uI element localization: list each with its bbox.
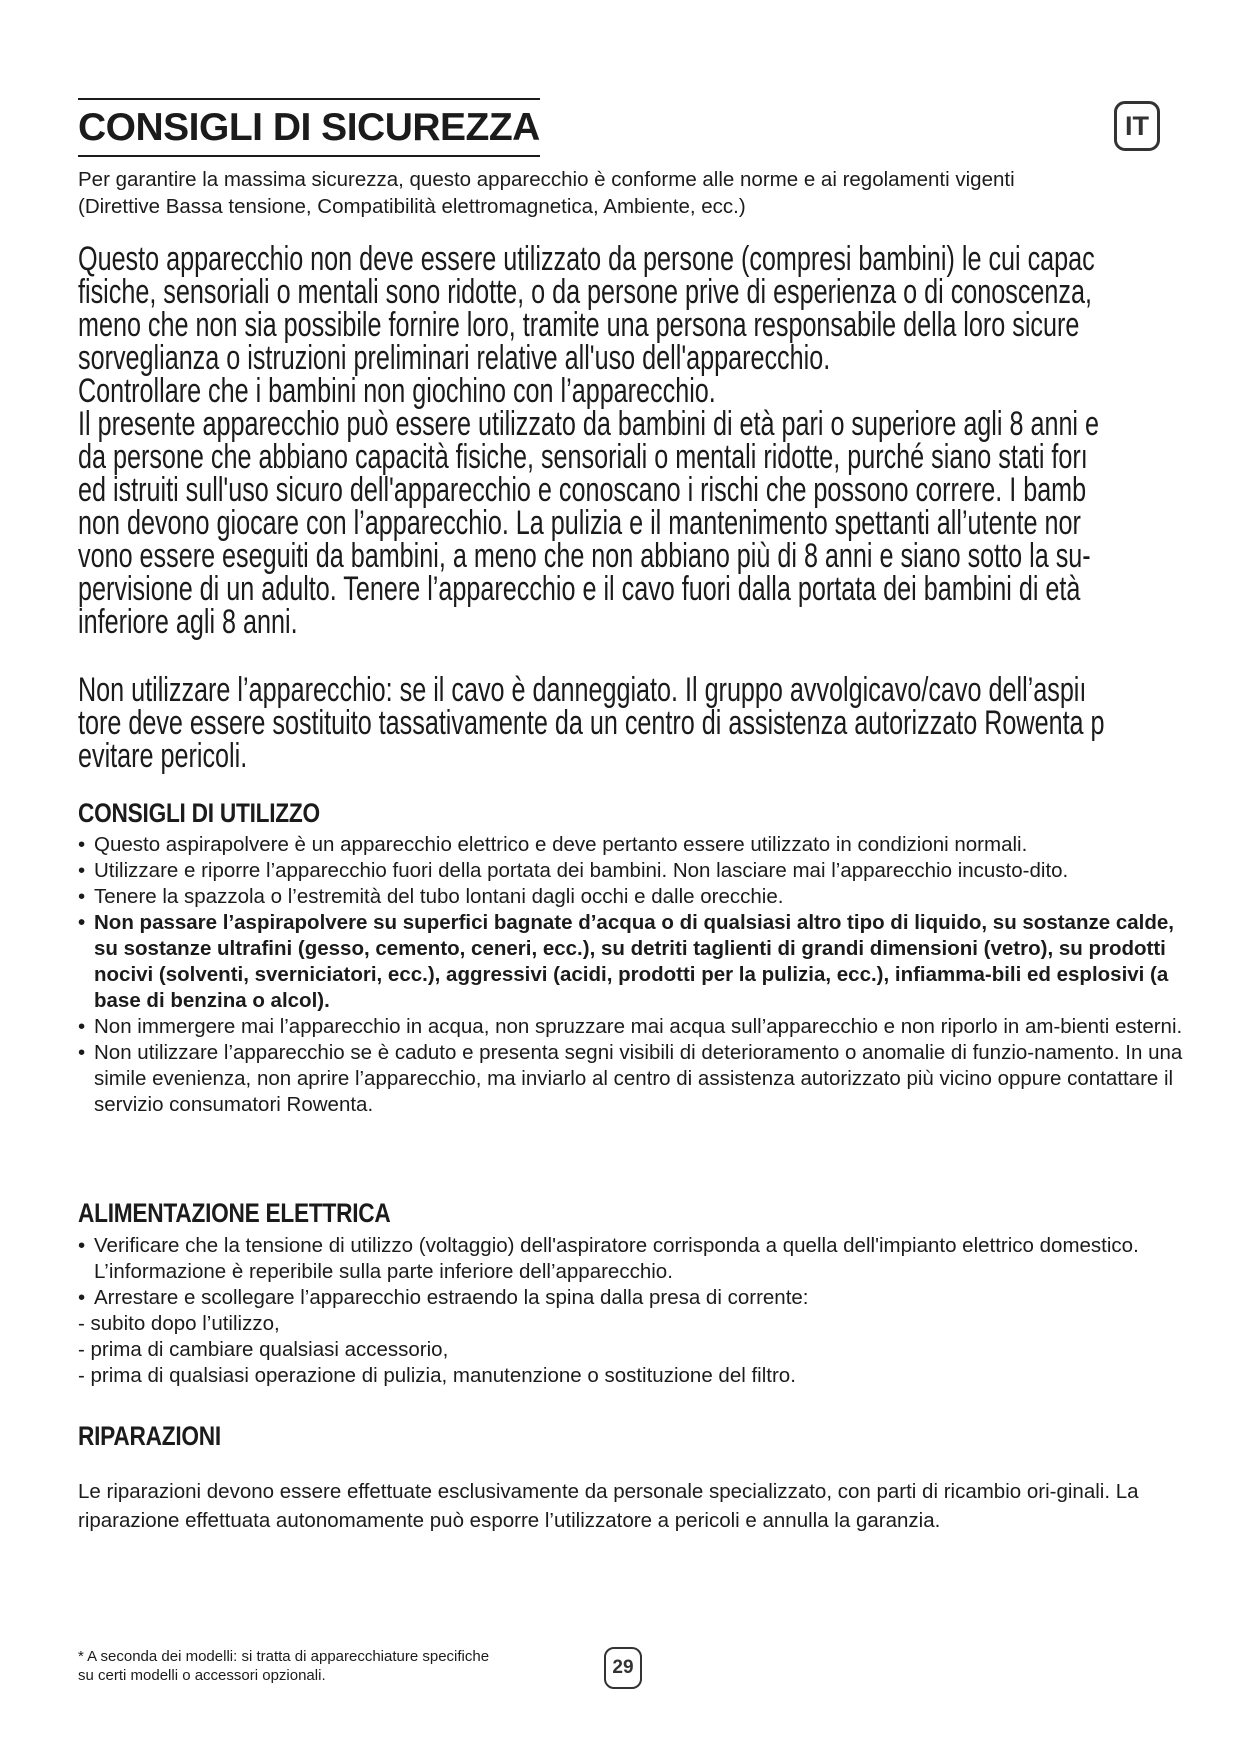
warning-line: vono essere eseguiti da bambini, a meno che non abbiano più di 8 anni e siano sotto la su- (78, 537, 1091, 575)
list-item: • Tenere la spazzola o l’estremità del tubo lontani dagli occhi e dalle orecchie. (78, 884, 1198, 910)
list-item: • Non utilizzare l’apparecchio se è caduto e presenta segni visibili di deterioramento o anomalie di funzio-namento. In una simile evenienza, non aprire l’apparecchio, ma inviarlo al centro di assistenza autorizzato più vicino oppure contattare il servizio consumatori Rowenta. (78, 1040, 1198, 1118)
footnote (78, 1647, 489, 1685)
warning-line: Non utilizzare l’apparecchio: se il cavo è danneggiato. Il gruppo avvolgicavo/cavo dell’aspiı (78, 674, 1087, 709)
warning-line: ed istruiti sull'uso sicuro dell'apparecchio e conoscano i rischi che possono correre. I bamb (78, 471, 1087, 509)
warning-line: evitare pericoli. (78, 737, 248, 775)
power-heading: ALIMENTAZIONE ELETTRICA (78, 1198, 391, 1228)
sub-list-item: - subito dopo l’utilizzo, (78, 1312, 280, 1335)
repairs-paragraph: Le riparazioni devono essere effettuate esclusivamente da personale specializzato, con parti di ricambio ori-ginali. La riparazione effettuata autonomamente può esporre l’utilizzatore a pericoli e annulla la garanzia. (78, 1480, 1139, 1532)
list-item: • Verificare che la tensione di utilizzo (voltaggio) dell'aspiratore corrisponda a quella dell'impianto elettrico domestico. L’informazione è reperibile sulla parte inferiore dell’apparecchio. (78, 1233, 1198, 1285)
sub-list-item: - prima di qualsiasi operazione di pulizia, manutenzione o sostituzione del filtro. (78, 1364, 796, 1387)
language-badge: IT (1114, 101, 1160, 151)
page-number: 29 (604, 1647, 642, 1689)
warning-line: inferiore agli 8 anni. (78, 603, 298, 641)
list-item-bold-warning: • Non passare l’aspirapolvere su superfici bagnate d’acqua o di qualsiasi altro tipo di liquido, su sostanze calde, su sostanze ultrafini (gesso, cemento, ceneri, ecc.), su detriti taglienti di grandi dimensioni (vetro), su prodotti nocivi (solventi, sverniciatori, ecc.), aggressivi (acidi, prodotti per la pulizia, ecc.), infiamma-bili ed esplosivi (a base di benzina o alcol). (78, 910, 1198, 1014)
footnote-line: su certi modelli o accessori opzionali. (78, 1667, 326, 1684)
repairs-heading: RIPARAZIONI (78, 1421, 221, 1451)
warning-line: Questo apparecchio non deve essere utilizzato da persone (compresi bambini) le cui capac (78, 243, 1095, 278)
warning-line: meno che non sia possibile fornire loro, tramite una persona responsabile della loro sicure (78, 306, 1080, 344)
power-sublist (78, 1311, 1198, 1389)
title-top-rule (78, 98, 540, 100)
list-item: • Utilizzare e riporre l’apparecchio fuori della portata dei bambini. Non lasciare mai l’apparecchio incusto-dito. (78, 858, 1198, 884)
page-title: CONSIGLI DI SICUREZZA (78, 106, 540, 149)
warning-line: sorveglianza o istruzioni preliminari relative all'uso dell'apparecchio. (78, 339, 831, 377)
warning-line: pervisione di un adulto. Tenere l’apparecchio e il cavo fuori dalla portata dei bambini di età (78, 570, 1081, 608)
warning-block-cable (78, 674, 1212, 784)
footnote-line: * A seconda dei modelli: si tratta di apparecchiature specifiche (78, 1648, 490, 1665)
list-item: • Arrestare e scollegare l’apparecchio estraendo la spina dalla presa di corrente: (78, 1285, 1198, 1311)
warning-line: non devono giocare con l’apparecchio. La pulizia e il mantenimento spettanti all’utente nor (78, 504, 1081, 542)
warning-line: tore deve essere sostituito tassativamente da un centro di assistenza autorizzato Rowenta p (78, 704, 1105, 742)
list-item: • Questo aspirapolvere è un apparecchio elettrico e deve pertanto essere utilizzato in condizioni normali. (78, 832, 1198, 858)
usage-heading: CONSIGLI DI UTILIZZO (78, 798, 320, 828)
intro-line: Per garantire la massima sicurezza, questo apparecchio è conforme alle norme e ai regolamenti vigenti (78, 168, 1015, 191)
list-item: • Non immergere mai l’apparecchio in acqua, non spruzzare mai acqua sull’apparecchio e non riporlo in am-bienti esterni. (78, 1014, 1198, 1040)
warning-line: da persone che abbiano capacità fisiche, sensoriali o mentali ridotte, purché siano stati forı (78, 438, 1088, 476)
warning-line: Il presente apparecchio può essere utilizzato da bambini di età pari o superiore agli 8 anni e (78, 405, 1100, 443)
warning-line: Controllare che i bambini non giochino con l’apparecchio. (78, 372, 716, 410)
warning-block-children (78, 243, 1212, 653)
power-list (78, 1233, 1198, 1311)
title-underline (78, 155, 540, 157)
usage-list (78, 832, 1198, 1118)
intro-paragraph (78, 166, 1188, 220)
intro-line: (Direttive Bassa tensione, Compatibilità elettromagnetica, Ambiente, ecc.) (78, 195, 746, 218)
warning-line: fisiche, sensoriali o mentali sono ridotte, o da persone prive di esperienza o di conoscenza, (78, 273, 1092, 311)
sub-list-item: - prima di cambiare qualsiasi accessorio, (78, 1338, 449, 1361)
